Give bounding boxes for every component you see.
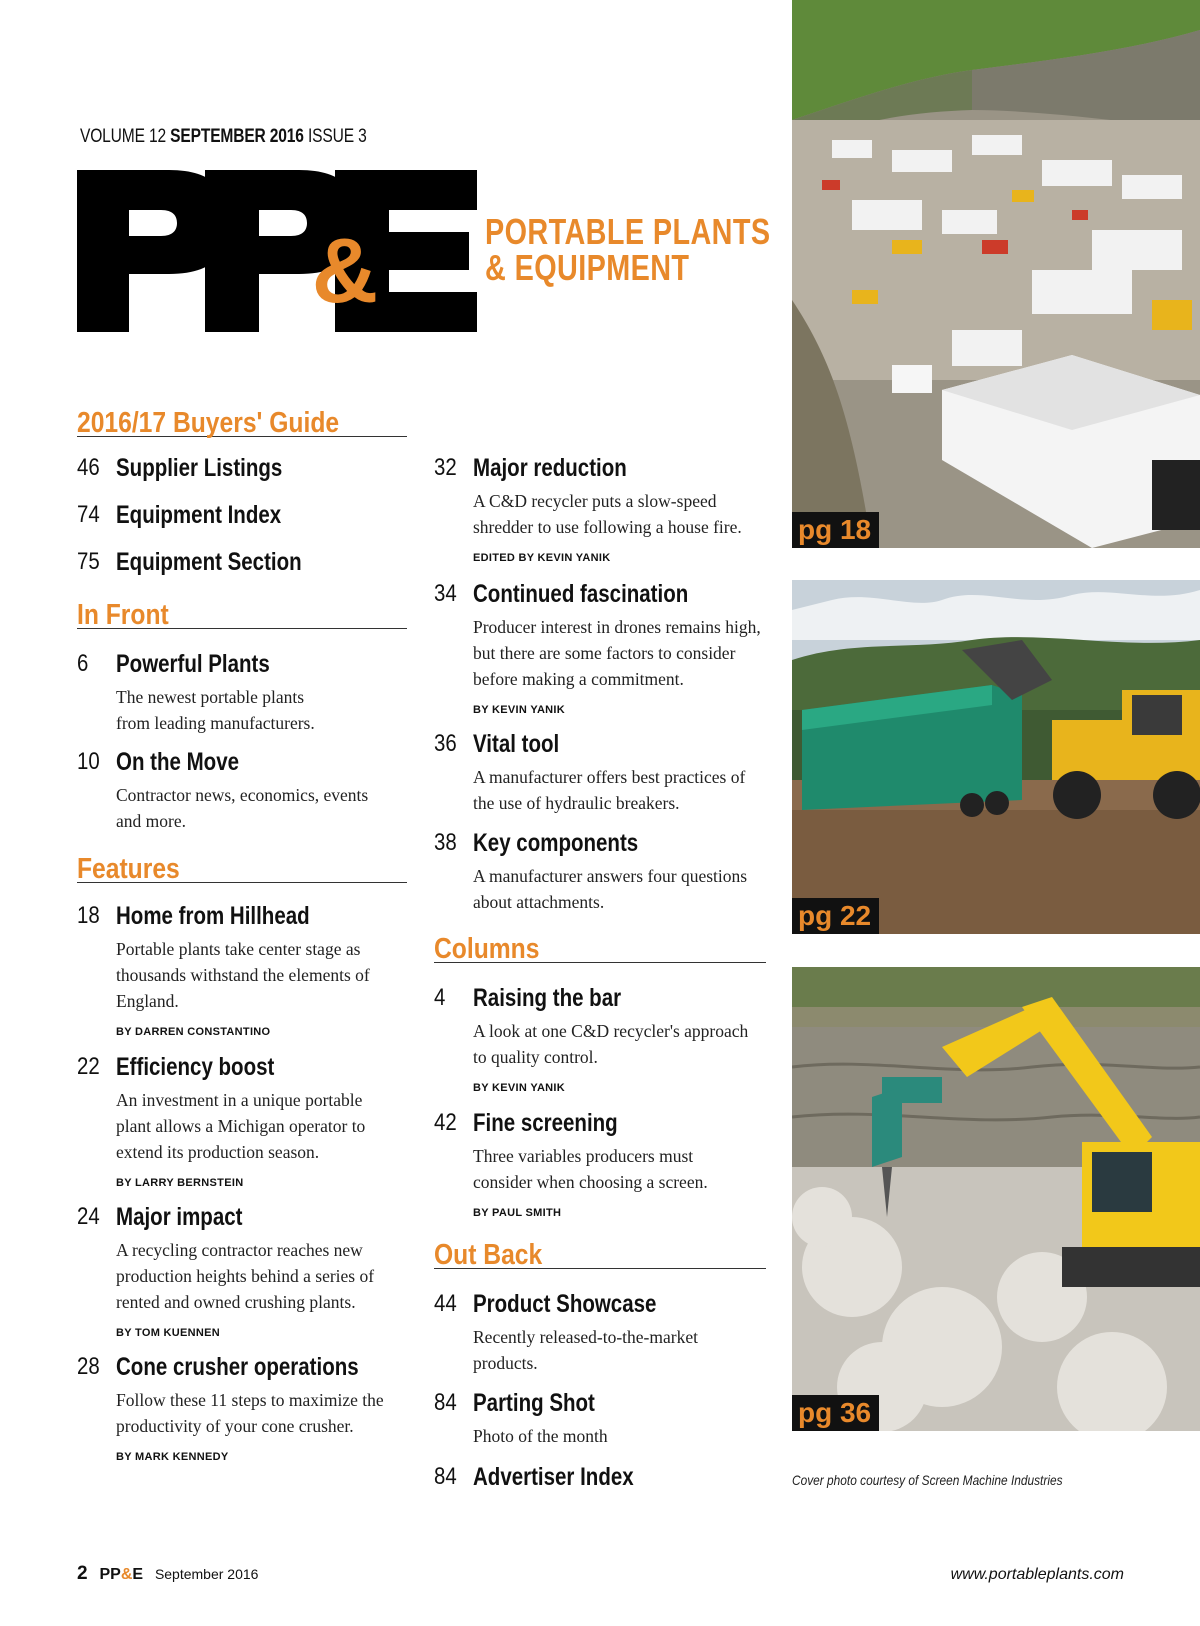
entry-title: Powerful Plants: [116, 650, 270, 678]
portable-plant-image: [792, 580, 1200, 934]
page-number: 36: [434, 730, 457, 757]
ppe-logo: [77, 170, 477, 332]
section-heading-out-back: Out Back: [434, 1238, 766, 1269]
excavator-image: [792, 967, 1200, 1431]
publication-name-line1: PORTABLE PLANTS: [485, 211, 771, 252]
entry-title: Raising the bar: [473, 984, 622, 1012]
entry-description: A manufacturer answers four questions about attachments.: [473, 866, 748, 912]
byline: BY PAUL SMITH: [473, 1207, 562, 1219]
byline: EDITED BY KEVIN YANIK: [473, 552, 611, 564]
page-number: 34: [434, 580, 457, 607]
page-number: 18: [77, 902, 100, 929]
entry-title: Home from Hillhead: [116, 902, 310, 930]
page-number: 42: [434, 1109, 457, 1136]
entry-title: Cone crusher operations: [116, 1353, 359, 1381]
page-number: 6: [77, 650, 89, 677]
page-number: 84: [434, 1463, 457, 1490]
entry-title: Product Showcase: [473, 1290, 657, 1318]
footer-brand: PP&E: [99, 1566, 144, 1583]
volume-text: VOLUME 12: [80, 126, 166, 147]
page-number: 44: [434, 1290, 457, 1317]
publication-name-line2: & EQUIPMENT: [485, 247, 690, 288]
entry-description: Producer interest in drones remains high, but there are some factors to consider before making a commitment.: [473, 617, 761, 689]
byline: BY KEVIN YANIK: [473, 704, 566, 716]
page-label: pg 36: [792, 1395, 879, 1431]
entry-description: A look at one C&D recycler's approach to quality control.: [473, 1021, 749, 1067]
footer-page-number: 2: [77, 1563, 88, 1584]
page-number: 46: [77, 454, 100, 481]
issue-line: [80, 126, 367, 148]
page-number: 22: [77, 1053, 100, 1080]
page-number: 4: [434, 984, 446, 1011]
photo-trade-show[interactable]: [792, 0, 1200, 548]
svg-text:&: &: [311, 220, 379, 322]
page-number: 10: [77, 748, 100, 775]
photo-excavator[interactable]: [792, 967, 1200, 1431]
page-number: 75: [77, 548, 100, 575]
entry-description: Recently released-to-the-market products.: [473, 1327, 698, 1373]
photo-portable-plant[interactable]: [792, 580, 1200, 934]
entry-title: Equipment Index: [116, 501, 282, 529]
issue-date: SEPTEMBER 2016: [170, 126, 304, 147]
entry-title: On the Move: [116, 748, 240, 776]
entry-description: An investment in a unique portable plant allows a Michigan operator to extend its production season.: [116, 1090, 366, 1162]
entry-title: Key components: [473, 829, 639, 857]
footer-left: [77, 1563, 258, 1585]
entry-description: Portable plants take center stage as thousands withstand the elements of England.: [116, 939, 370, 1011]
publication-name: [485, 211, 771, 288]
photo-credit: Cover photo courtesy of Screen Machine Industries: [792, 1472, 1063, 1488]
page-label: pg 22: [792, 898, 879, 934]
page-label: pg 18: [792, 512, 879, 548]
entry-title: Efficiency boost: [116, 1053, 275, 1081]
entry-title: Major reduction: [473, 454, 627, 482]
byline: BY TOM KUENNEN: [116, 1327, 221, 1339]
entry-description: Contractor news, economics, events and more.: [116, 785, 369, 831]
trade-show-image: [792, 0, 1200, 548]
issue-number: ISSUE 3: [307, 126, 367, 147]
page-number: 32: [434, 454, 457, 481]
entry-title: Continued fascination: [473, 580, 689, 608]
section-heading-columns: Columns: [434, 932, 766, 963]
entry-title: Major impact: [116, 1203, 243, 1231]
entry-description: The newest portable plants from leading manufacturers.: [116, 687, 315, 733]
page-number: 28: [77, 1353, 100, 1380]
byline: BY MARK KENNEDY: [116, 1451, 229, 1463]
entry-description: Photo of the month: [473, 1426, 608, 1446]
byline: BY DARREN CONSTANTINO: [116, 1026, 271, 1038]
footer-date: September 2016: [154, 1566, 259, 1582]
entry-title: Vital tool: [473, 730, 560, 758]
page-number: 24: [77, 1203, 100, 1230]
entry-description: Follow these 11 steps to maximize the productivity of your cone crusher.: [116, 1390, 384, 1436]
section-heading-features: Features: [77, 852, 407, 883]
entry-description: A C&D recycler puts a slow-speed shredder to use following a house fire.: [473, 491, 742, 537]
entry-title: Advertiser Index: [473, 1463, 634, 1491]
byline: BY LARRY BERNSTEIN: [116, 1177, 244, 1189]
entry-description: A manufacturer offers best practices of the use of hydraulic breakers.: [473, 767, 746, 813]
entry-title: Fine screening: [473, 1109, 618, 1137]
section-heading-in-front: In Front: [77, 598, 407, 629]
section-heading-buyers-guide: 2016/17 Buyers' Guide: [77, 406, 407, 437]
entry-description: A recycling contractor reaches new production heights behind a series of rented and owned crushing plants.: [116, 1240, 375, 1312]
footer-url[interactable]: www.portableplants.com: [950, 1566, 1124, 1583]
page-number: 74: [77, 501, 100, 528]
byline: BY KEVIN YANIK: [473, 1082, 566, 1094]
entry-title: Equipment Section: [116, 548, 302, 576]
page-number: 84: [434, 1389, 457, 1416]
entry-title: Supplier Listings: [116, 454, 283, 482]
entry-title: Parting Shot: [473, 1389, 595, 1417]
page-number: 38: [434, 829, 457, 856]
entry-description: Three variables producers must consider when choosing a screen.: [473, 1146, 708, 1192]
